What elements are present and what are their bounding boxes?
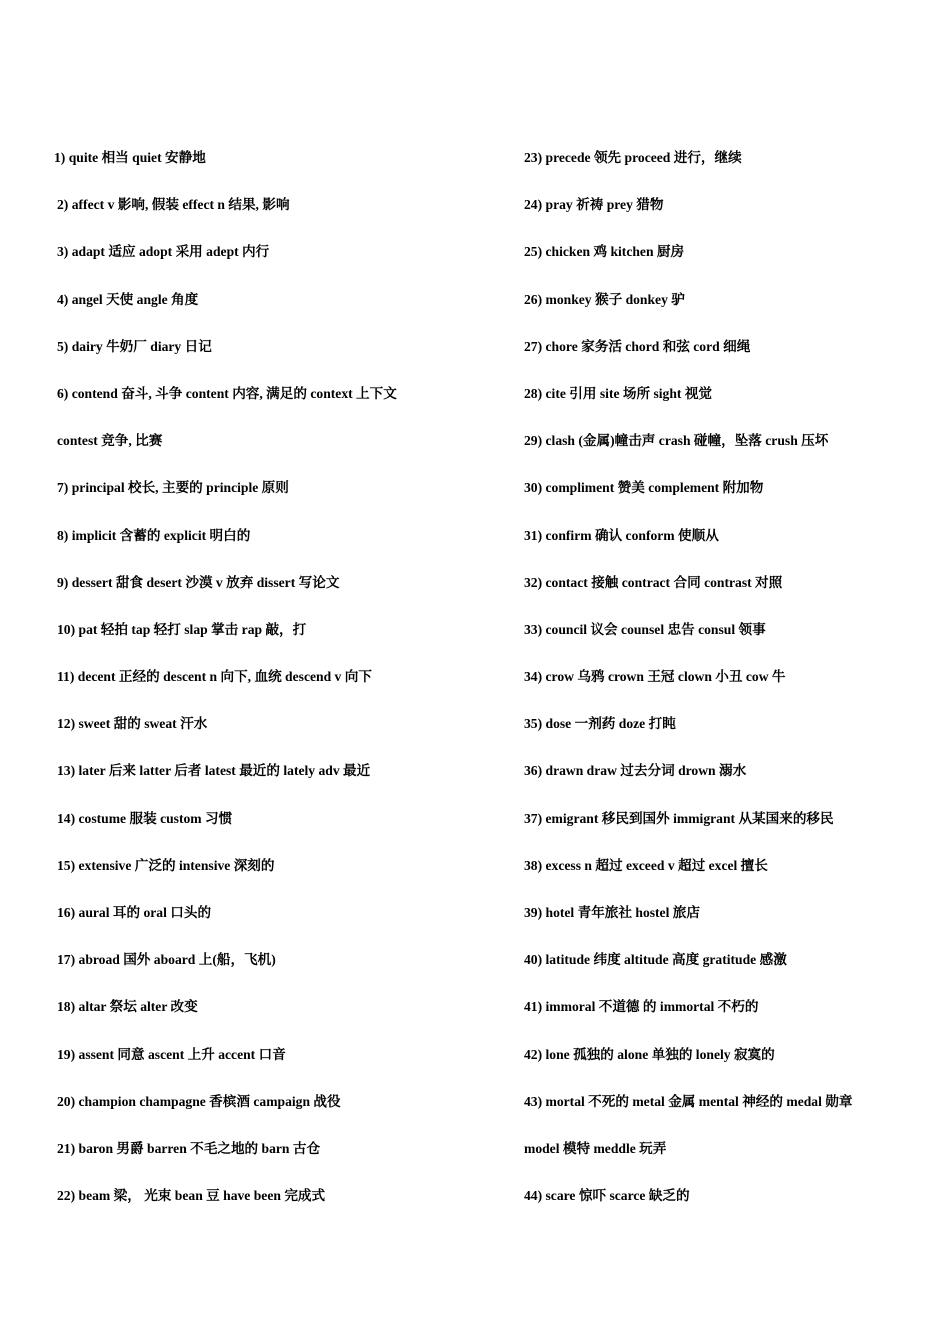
list-item: 1) quite 相当 quiet 安静地 xyxy=(54,150,206,165)
list-item: 40) latitude 纬度 altitude 高度 gratitude 感激 xyxy=(524,952,787,968)
list-item: 21) baron 男爵 barren 不毛之地的 barn 古仓 xyxy=(57,1140,321,1156)
list-item: 42) lone 孤独的 alone 单独的 lonely 寂寞的 xyxy=(524,1046,775,1062)
list-item: 3) adapt 适应 adopt 采用 adept 内行 xyxy=(57,244,270,260)
list-item: 24) pray 祈祷 prey 猎物 xyxy=(524,197,664,213)
list-item: 19) assent 同意 ascent 上升 accent 口音 xyxy=(57,1046,286,1062)
list-item: 43) mortal 不死的 metal 金属 mental 神经的 medal 勋章 xyxy=(524,1093,853,1109)
list-item: 17) abroad 国外 aboard 上(船，飞机) xyxy=(57,952,276,968)
list-item: 9) dessert 甜食 desert 沙漠 v 放弃 dissert 写论文 xyxy=(57,574,340,590)
list-item: 41) immoral 不道德 的 immortal 不朽的 xyxy=(524,999,759,1015)
list-item: 25) chicken 鸡 kitchen 厨房 xyxy=(524,244,685,260)
list-item: 20) champion champagne 香槟酒 campaign 战役 xyxy=(57,1093,341,1109)
right-column xyxy=(524,147,924,1232)
list-item: 8) implicit 含蓄的 explicit 明白的 xyxy=(57,527,251,543)
list-item: 23) precede 领先 proceed 进行，继续 xyxy=(524,150,742,165)
list-item: 29) clash (金属)幢击声 crash 碰幢，坠落 crush 压坏 xyxy=(524,433,829,449)
list-item: 34) crow 乌鸦 crown 王冠 clown 小丑 cow 牛 xyxy=(524,669,786,685)
left-column xyxy=(54,147,494,1232)
list-item: 5) dairy 牛奶厂 diary 日记 xyxy=(57,338,212,354)
list-item: 37) emigrant 移民到国外 immigrant 从某国来的移民 xyxy=(524,810,834,826)
list-item: 6) contend 奋斗, 斗争 content 内容, 满足的 context 上下文 xyxy=(57,385,397,401)
list-item: 28) cite 引用 site 场所 sight 视觉 xyxy=(524,385,713,401)
list-item: 4) angel 天使 angle 角度 xyxy=(57,291,199,307)
list-item: contest 竞争, 比赛 xyxy=(57,433,163,449)
list-item: 36) drawn draw 过去分词 drown 溺水 xyxy=(524,763,747,779)
list-item: 22) beam 梁， 光束 bean 豆 have been 完成式 xyxy=(57,1188,326,1204)
list-item: 39) hotel 青年旅社 hostel 旅店 xyxy=(524,905,700,920)
list-item: 15) extensive 广泛的 intensive 深刻的 xyxy=(57,857,275,873)
list-item: 30) compliment 赞美 complement 附加物 xyxy=(524,480,764,496)
list-item: 16) aural 耳的 oral 口头的 xyxy=(57,905,212,920)
list-item: model 模特 meddle 玩弄 xyxy=(524,1140,667,1156)
list-item: 44) scare 惊吓 scarce 缺乏的 xyxy=(524,1188,690,1204)
list-item: 14) costume 服装 custom 习惯 xyxy=(57,810,233,826)
list-item: 31) confirm 确认 conform 使顺从 xyxy=(524,527,719,543)
list-item: 33) council 议会 counsel 忠告 consul 领事 xyxy=(524,621,766,637)
list-item: 11) decent 正经的 descent n 向下, 血统 descend v 向下 xyxy=(57,669,372,685)
list-item: 27) chore 家务活 chord 和弦 cord 细绳 xyxy=(524,338,751,354)
list-item: 12) sweet 甜的 sweat 汗水 xyxy=(57,716,208,732)
list-item: 32) contact 接触 contract 合同 contrast 对照 xyxy=(524,574,783,590)
list-item: 2) affect v 影响, 假装 effect n 结果, 影响 xyxy=(57,197,290,213)
list-item: 7) principal 校长, 主要的 principle 原则 xyxy=(57,480,289,496)
list-item: 38) excess n 超过 exceed v 超过 excel 擅长 xyxy=(524,857,768,873)
list-item: 35) dose 一剂药 doze 打盹 xyxy=(524,716,676,732)
list-item: 13) later 后来 latter 后者 latest 最近的 lately adv 最近 xyxy=(57,763,371,779)
list-item: 26) monkey 猴子 donkey 驴 xyxy=(524,291,685,307)
list-item: 18) altar 祭坛 alter 改变 xyxy=(57,999,198,1015)
list-item: 10) pat 轻拍 tap 轻打 slap 掌击 rap 敲，打 xyxy=(57,621,307,637)
